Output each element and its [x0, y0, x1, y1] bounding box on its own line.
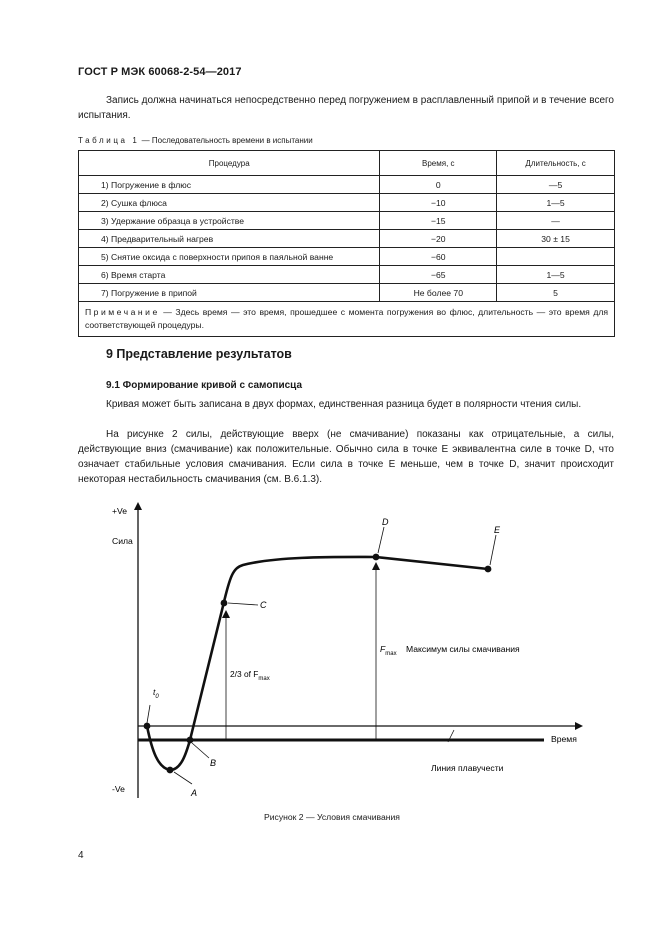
cell-procedure: 1) Погружение в флюс: [79, 176, 380, 194]
table-row: [79, 248, 615, 266]
cell-duration: 5: [497, 284, 615, 302]
page-number: 4: [78, 850, 84, 861]
cell-duration: 1—5: [497, 194, 615, 212]
cell-duration: —: [497, 212, 615, 230]
table-row: [79, 212, 615, 230]
a-leader: [174, 772, 192, 784]
cell-duration: [497, 248, 615, 266]
cell-procedure: 5) Снятие оксида с поверхности припоя в паяльной ванне: [79, 248, 380, 266]
two-thirds-fmax-label: [230, 669, 270, 682]
table-note-row: [79, 302, 615, 337]
table-row: [79, 194, 615, 212]
t0-leader: [147, 705, 150, 723]
time-sequence-table: [78, 150, 615, 337]
paragraph-figure-description: На рисунке 2 силы, действующие вверх (не смачивание) показаны как отрицательные, а силы, действующие вниз (смачивание) как положительные. Обычно сила в точке E эквивалентна силе в точке D, что означает стабильные условия смачивания. Если сила в точке E меньше, чем в точке D, значит происходит некоторая нестабильность смачивания (см. В.6.1.3).: [78, 429, 614, 485]
point-t0: [144, 723, 151, 730]
point-e: [485, 566, 492, 573]
fmax-description: Максимум силы смачивания: [406, 644, 520, 654]
label-e: E: [494, 525, 501, 535]
t0-symbol: t: [153, 687, 156, 697]
c-leader: [228, 603, 258, 605]
e-leader: [490, 535, 496, 565]
point-a: [167, 767, 174, 774]
point-c: [221, 600, 228, 607]
point-d: [373, 554, 380, 561]
cell-duration: 1—5: [497, 266, 615, 284]
table-caption-prefix: Таблица 1: [78, 136, 140, 145]
paragraph-polarity: Кривая может быть записана в двух формах, единственная разница будет в полярности чтения силы.: [106, 399, 582, 410]
table-row: [79, 266, 615, 284]
fmax-label: [380, 644, 397, 657]
table-row: [79, 230, 615, 248]
wetting-curve: [147, 557, 488, 770]
cell-duration: 30 ± 15: [497, 230, 615, 248]
header-time: Время, с: [380, 151, 497, 176]
t0-label: [153, 687, 159, 700]
cell-time: −10: [380, 194, 497, 212]
table-note: [79, 302, 615, 337]
minus-ve-label: -Ve: [112, 784, 125, 794]
cell-procedure: 6) Время старта: [79, 266, 380, 284]
table-row: [79, 176, 615, 194]
b-leader: [192, 743, 209, 758]
label-d: D: [382, 517, 389, 527]
section-title: 9 Представление результатов: [106, 347, 292, 361]
t0-subscript: 0: [155, 694, 159, 700]
cell-time: 0: [380, 176, 497, 194]
two-thirds-text: 2/3 of F: [230, 669, 259, 679]
table-caption: [78, 136, 313, 145]
cell-procedure: 7) Погружение в припой: [79, 284, 380, 302]
plus-ve-label: +Ve: [112, 506, 128, 516]
header-procedure: Процедура: [79, 151, 380, 176]
force-axis-label: Сила: [112, 536, 133, 546]
wetting-diagram: [78, 496, 588, 806]
label-b: B: [210, 758, 217, 768]
label-a: A: [191, 788, 198, 798]
intro-paragraph: Запись должна начинаться непосредственно перед погружением в расплавленный припой и в течение всего испытания.: [78, 95, 614, 121]
document-header: ГОСТ Р МЭК 60068-2-54—2017: [78, 66, 242, 78]
label-c: C: [260, 600, 267, 610]
d-leader: [378, 527, 384, 553]
cell-time: −60: [380, 248, 497, 266]
table-caption-rest: — Последовательность времени в испытании: [139, 136, 313, 145]
cell-duration: —5: [497, 176, 615, 194]
note-prefix: Примечание: [85, 307, 160, 317]
cell-time: −20: [380, 230, 497, 248]
two-thirds-subscript: max: [258, 676, 270, 682]
cell-time: −65: [380, 266, 497, 284]
cell-time: −15: [380, 212, 497, 230]
figure-caption: Рисунок 2 — Условия смачивания: [264, 812, 400, 822]
point-b: [187, 737, 194, 744]
cell-procedure: 4) Предварительный нагрев: [79, 230, 380, 248]
table-row: [79, 284, 615, 302]
buoyancy-label: Линия плавучести: [431, 763, 504, 773]
cell-time: Не более 70: [380, 284, 497, 302]
header-duration: Длительность, с: [497, 151, 615, 176]
time-axis-label: Время: [551, 734, 577, 744]
cell-procedure: 2) Сушка флюса: [79, 194, 380, 212]
subsection-title: 9.1 Формирование кривой с самописца: [106, 380, 303, 391]
fmax-subscript: max: [385, 651, 397, 657]
note-text: — Здесь время — это время, прошедшее с момента погружения во флюс, длительность — это время для соответствующей процедуры.: [85, 307, 608, 330]
cell-procedure: 3) Удержание образца в устройстве: [79, 212, 380, 230]
fmax-symbol: F: [380, 644, 386, 654]
table-header-row: [79, 151, 615, 176]
